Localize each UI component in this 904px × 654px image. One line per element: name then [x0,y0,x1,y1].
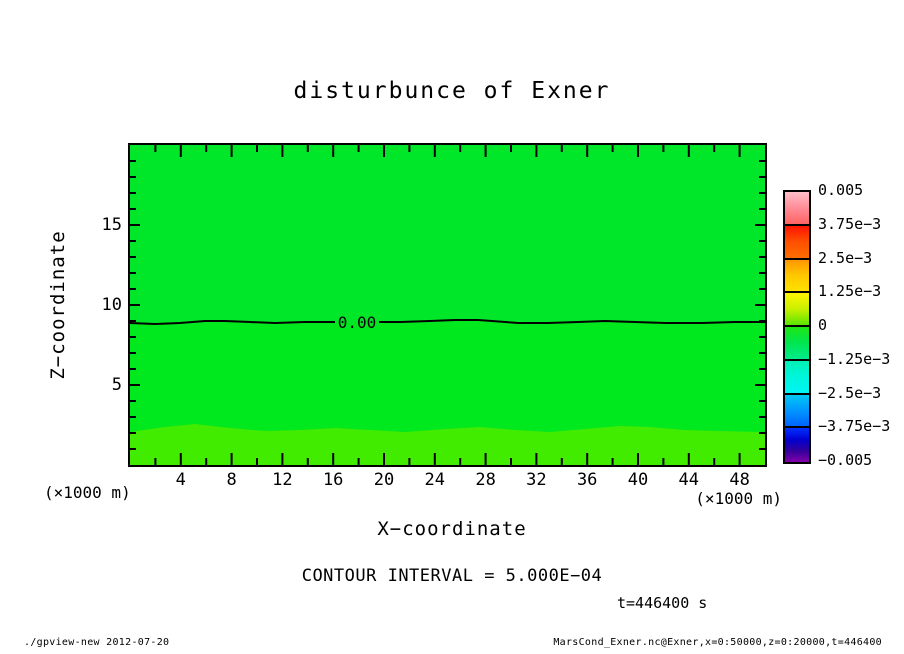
time-stamp: t=446400 s [617,594,708,612]
x-tick-label: 28 [475,470,496,490]
colorbar-block [785,361,809,395]
y-tick-label: 5 [111,375,122,395]
x-tick-label: 44 [678,470,700,490]
colorbar-label: 2.5e−3 [818,248,873,267]
chart-title: disturbunce of Exner [293,78,611,104]
x-axis-title: X−coordinate [377,518,527,540]
colorbar-label: 3.75e−3 [818,214,882,233]
colorbar-label: 0.005 [818,181,864,199]
y-tick-label: 10 [101,295,122,315]
colorbar-block [785,327,809,361]
colorbar-label: −2.5e−3 [818,383,882,402]
x-tick-label: 32 [526,470,547,490]
x-tick-label: 40 [627,470,649,490]
colorbar [783,190,811,464]
x-axis-unit-right: (×1000 m) [695,489,782,508]
contour-interval-text: CONTOUR INTERVAL = 5.000E−04 [301,566,603,586]
colorbar-block [785,395,809,429]
x-tick-label: 48 [729,470,750,490]
zero-contour-label: 0.00 [337,313,377,332]
x-tick-label: 8 [226,470,237,490]
colorbar-label: −3.75e−3 [818,417,891,436]
colorbar-label: −1.25e−3 [818,349,891,368]
x-tick-label: 16 [322,470,344,490]
field-bottom-band [130,424,765,465]
colorbar-label: 0 [818,316,828,334]
colorbar-block [785,293,809,327]
footer-data-source: MarsCond_Exner.nc@Exner,x=0:50000,z=0:20000,t=446400 [553,637,882,648]
x-tick-label: 36 [576,470,598,490]
x-tick-label: 12 [272,470,293,490]
colorbar-block [785,226,809,260]
y-tick-label: 15 [101,215,122,235]
colorbar-label: 1.25e−3 [818,282,882,301]
x-axis-unit-left: (×1000 m) [44,483,131,502]
x-tick-label: 24 [424,470,446,490]
colorbar-block [785,260,809,294]
y-axis-title: Z−coordinate [47,230,69,380]
colorbar-block [785,192,809,226]
x-tick-label: 4 [175,470,186,490]
colorbar-block [785,428,809,462]
x-tick-label: 20 [373,470,395,490]
footer-command-date: ./gpview-new 2012-07-20 [24,637,170,648]
contour-plot-canvas [130,145,765,465]
colorbar-label: −0.005 [818,451,873,469]
plot-area [128,143,767,467]
